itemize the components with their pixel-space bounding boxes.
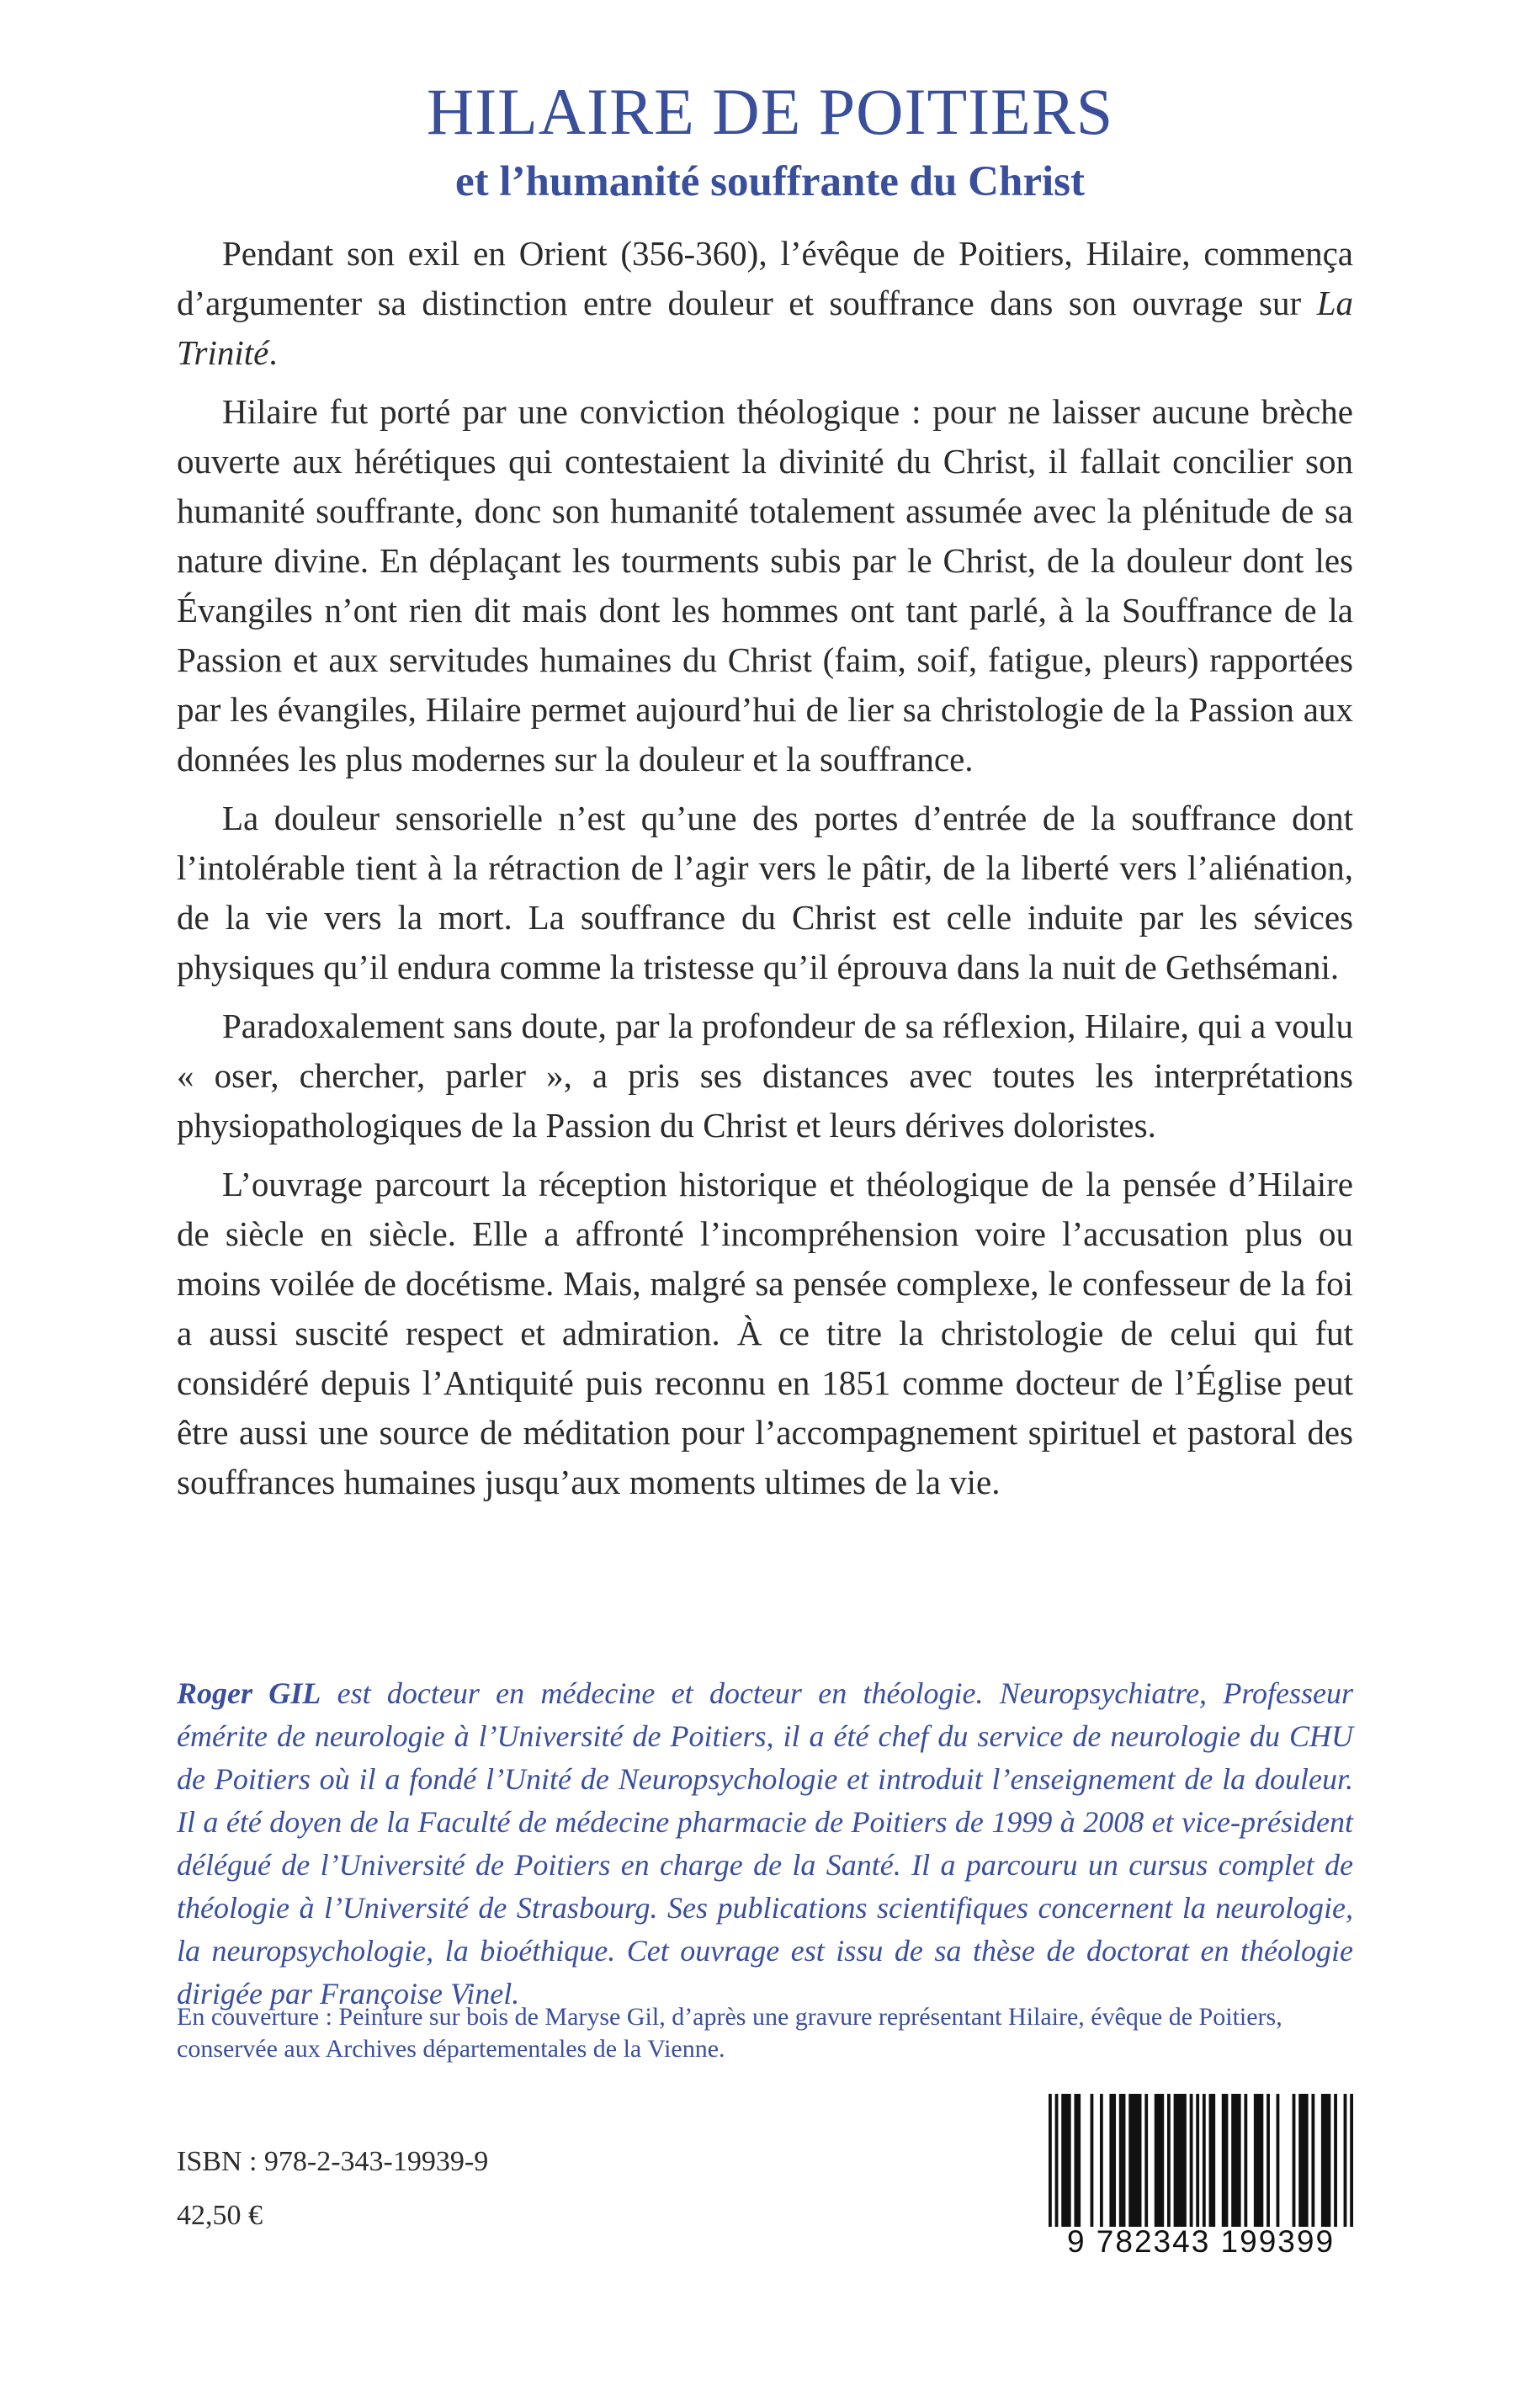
barcode-bar — [1155, 2094, 1164, 2227]
price: 42,50 € — [177, 2200, 263, 2231]
barcode — [1049, 2094, 1353, 2259]
author-bio-text: est docteur en médecine et docteur en théologie. Neuropsychiatre, Professeur émérite de neurologie à l’Université de Poitiers, il a été chef du service de neurologie du CHU de Poitiers où il a fondé l’Unité de Neuropsychologie et introduit l’enseignement de la douleur. Il a été doyen de la Faculté de médecine pharmacie de Poitiers de 1999 à 2008 et vice-président délégué de l’Université de Poitiers en charge de la Santé. Il a parcouru un cursus complet de théologie à l’Université de Strasbourg. Ses publications scientifiques concernent la neurologie, la neuropsychologie, la bioéthique. Cet ouvrage est issu de sa thèse de doctorat en théologie dirigée par Françoise Vinel. — [177, 1676, 1354, 2011]
barcode-number: 9 782343 199399 — [1066, 2224, 1336, 2259]
work-title: La Trinité — [177, 284, 1353, 372]
barcode-bar — [1144, 2094, 1148, 2227]
barcode-bar — [1334, 2094, 1337, 2227]
barcode-bars — [1049, 2094, 1353, 2227]
paragraph-2: Hilaire fut porté par une conviction théologique : pour ne laisser aucune brèche ouverte aux hérétiques qui contestaient la divinité du Christ, il fallait concilier son humanité souffrante, donc son humanité totalement assumée avec la plénitude de sa nature divine. En déplaçant les tourments subis par le Christ, de la douleur dont les Évangiles n’ont rien dit mais dont les hommes ont tant parlé, à la Souffrance de la Passion et aux servitudes humaines du Christ (faim, soif, fatigue, pleurs) rapportées par les évangiles, Hilaire permet aujourd’hui de lier sa christologie de la Passion aux données les plus modernes sur la douleur et la souffrance. — [177, 392, 1353, 778]
barcode-bar — [1293, 2094, 1296, 2227]
barcode-bar — [1209, 2094, 1216, 2227]
paragraph-4: Paradoxalement sans doute, par la profondeur de sa réflexion, Hilaire, qui a voulu « oser, chercher, parler », a pris ses distances avec toutes les interprétations physiopathologiques de la Passion du Christ et leurs dérives doloristes. — [177, 1007, 1353, 1145]
author-bio — [177, 1672, 1353, 2016]
barcode-bar — [1100, 2094, 1103, 2227]
barcode-bar — [1267, 2094, 1270, 2227]
barcode-bar — [1074, 2094, 1081, 2227]
barcode-bar — [1350, 2094, 1353, 2227]
barcode-bar — [1311, 2094, 1314, 2227]
paragraph-1-end: . — [268, 333, 278, 372]
barcode-bar — [1298, 2094, 1308, 2227]
barcode-bar — [1128, 2094, 1141, 2227]
barcode-bar — [1203, 2094, 1206, 2227]
barcode-bar — [1061, 2094, 1070, 2227]
isbn: ISBN : 978-2-343-19939-9 — [177, 2146, 489, 2177]
paragraph-1 — [177, 229, 1353, 378]
barcode-bar — [1167, 2094, 1171, 2227]
barcode-bar — [1254, 2094, 1263, 2227]
book-subtitle: et l’humanité souffrante du Christ — [455, 158, 1085, 205]
barcode-bar — [1231, 2094, 1240, 2227]
barcode-bar — [1109, 2094, 1116, 2227]
barcode-bar — [1119, 2094, 1126, 2227]
barcode-bar — [1174, 2094, 1187, 2227]
barcode-bar — [1049, 2094, 1052, 2227]
barcode-bar — [1190, 2094, 1193, 2227]
paragraph-1-text: Pendant son exil en Orient (356-360), l’évêque de Poitiers, Hilaire, commença d’argumenter sa distinction entre douleur et souffrance dans son ouvrage sur — [177, 234, 1353, 322]
author-name: Roger GIL — [177, 1676, 321, 1710]
barcode-bar — [1091, 2094, 1094, 2227]
barcode-bar — [1196, 2094, 1199, 2227]
paragraph-5: L’ouvrage parcourt la réception historique et théologique de la pensée d’Hilaire de siècle en siècle. Elle a affronté l’incompréhension voire l’accusation plus ou moins voilée de docétisme. Mais, malgré sa pensée complexe, le confesseur de la foi a aussi suscité respect et admiration. À ce titre la christologie de celui qui fut considéré depuis l’Antiquité puis reconnu en 1851 comme docteur de l’Église peut être aussi une source de méditation pour l’accompagnement spirituel et pastoral des souffrances humaines jusqu’aux moments ultimes de la vie. — [177, 1165, 1353, 1501]
barcode-bar — [1344, 2094, 1347, 2227]
back-cover-blurb — [177, 229, 1353, 1517]
barcode-bar — [1055, 2094, 1059, 2227]
barcode-bar — [1321, 2094, 1330, 2227]
barcode-bar — [1277, 2094, 1280, 2227]
paragraph-3: La douleur sensorielle n’est qu’une des portes d’entrée de la souffrance dont l’intolérable tient à la rétraction de l’agir vers le pâtir, de la liberté vers l’aliénation, de la vie vers la mort. La souffrance du Christ est celle induite par les sévices physiques qu’il endura comme la tristesse qu’il éprouva dans la nuit de Gethsémani. — [177, 799, 1353, 986]
barcode-bar — [1244, 2094, 1247, 2227]
barcode-bar — [1222, 2094, 1229, 2227]
cover-credit: En couverture : Peinture sur bois de Maryse Gil, d’après une gravure représentant Hilaire, évêque de Poitiers, conservée aux Archives départementales de la Vienne. — [177, 2003, 1282, 2063]
book-title: HILAIRE DE POITIERS — [426, 75, 1114, 148]
